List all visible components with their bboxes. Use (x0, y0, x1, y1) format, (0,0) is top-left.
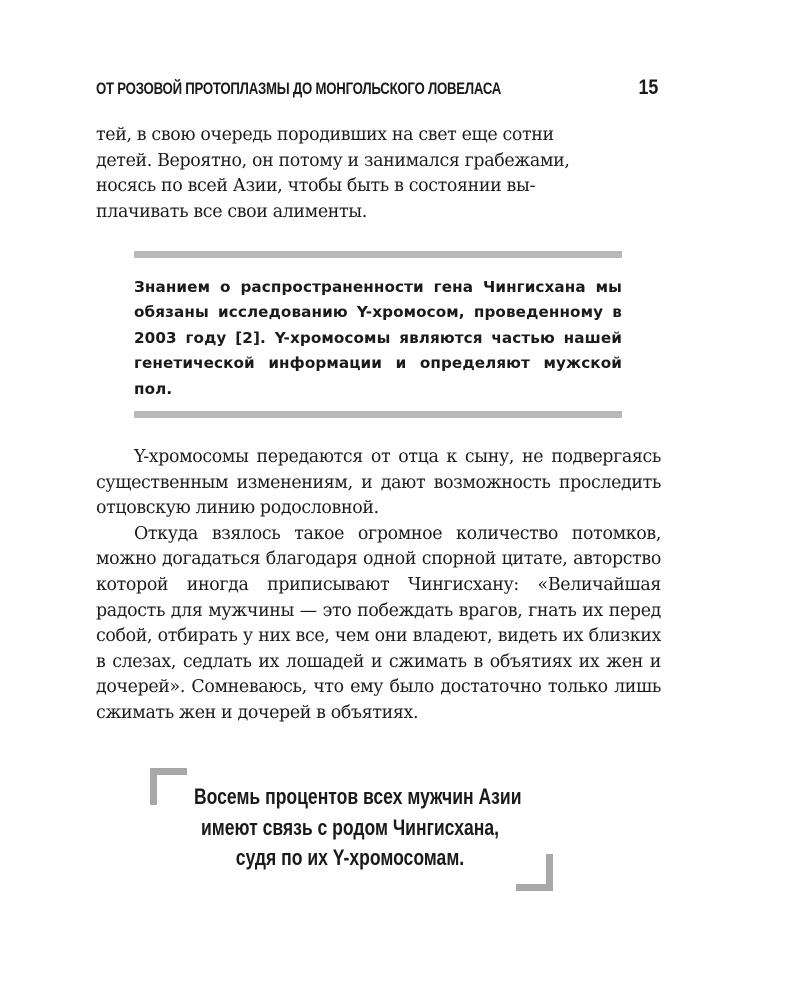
page-number: 15 (638, 76, 658, 99)
paragraph-y-chromosomes: Y-хромосомы передаются от отца к сыну, не подвергаясь существенным изменениям, и дают возможность проследить отцовскую линию родословной. (96, 447, 661, 519)
page-header (96, 76, 660, 106)
pull-quote (150, 768, 550, 886)
text-line: плачивать все свои алименты. (96, 201, 367, 222)
pull-quote-line: имеют связь с родом Чингисхана, (201, 814, 499, 840)
running-title: ОТ РОЗОВОЙ ПРОТОПЛАЗМЫ ДО МОНГОЛЬСКОГО ЛОВЕЛАСА (96, 80, 502, 98)
paragraph-quote-genghis: Откуда взялось такое огромное количество потомков, можно догадаться благодаря одной спорной цитате, авторство которой иногда приписывают Чингисхану: «Величайшая радость для мужчины — это побеждать врагов, гнать их перед собой, отбирать у них все, чем они владеют, видеть их близких в слезах, седлать их лошадей и сжимать в объятиях их жен и дочерей». Сомневаюсь, что ему было достаточно только лишь сжимать жен и дочерей в объятиях. (96, 523, 661, 723)
pull-quote-text (150, 782, 550, 874)
box-bottom-rule (134, 411, 622, 418)
box-top-rule (134, 251, 622, 258)
text-line: детей. Вероятно, он потому и занимался грабежами, (96, 150, 570, 171)
boxed-note (134, 251, 622, 419)
text-line: носясь по всей Азии, чтобы быть в состоянии вы- (96, 176, 535, 197)
pull-quote-line: судя по их Y-хромосомам. (235, 845, 465, 870)
boxed-note-text: Знанием о распространенности гена Чингисхана мы обязаны исследованию Y-хромосом, проведенному в 2003 году [2]. Y-хромосомы являются частью нашей генетической информации и определяют мужской пол. (134, 278, 622, 398)
paragraph-continued (96, 123, 661, 225)
pull-quote-line: Восемь процентов всех мужчин Азии (194, 784, 522, 809)
corner-bracket-bottom-right (516, 854, 553, 891)
body-paragraphs (96, 445, 661, 727)
text-line: тей, в свою очередь породивших на свет еще сотни (96, 125, 554, 145)
